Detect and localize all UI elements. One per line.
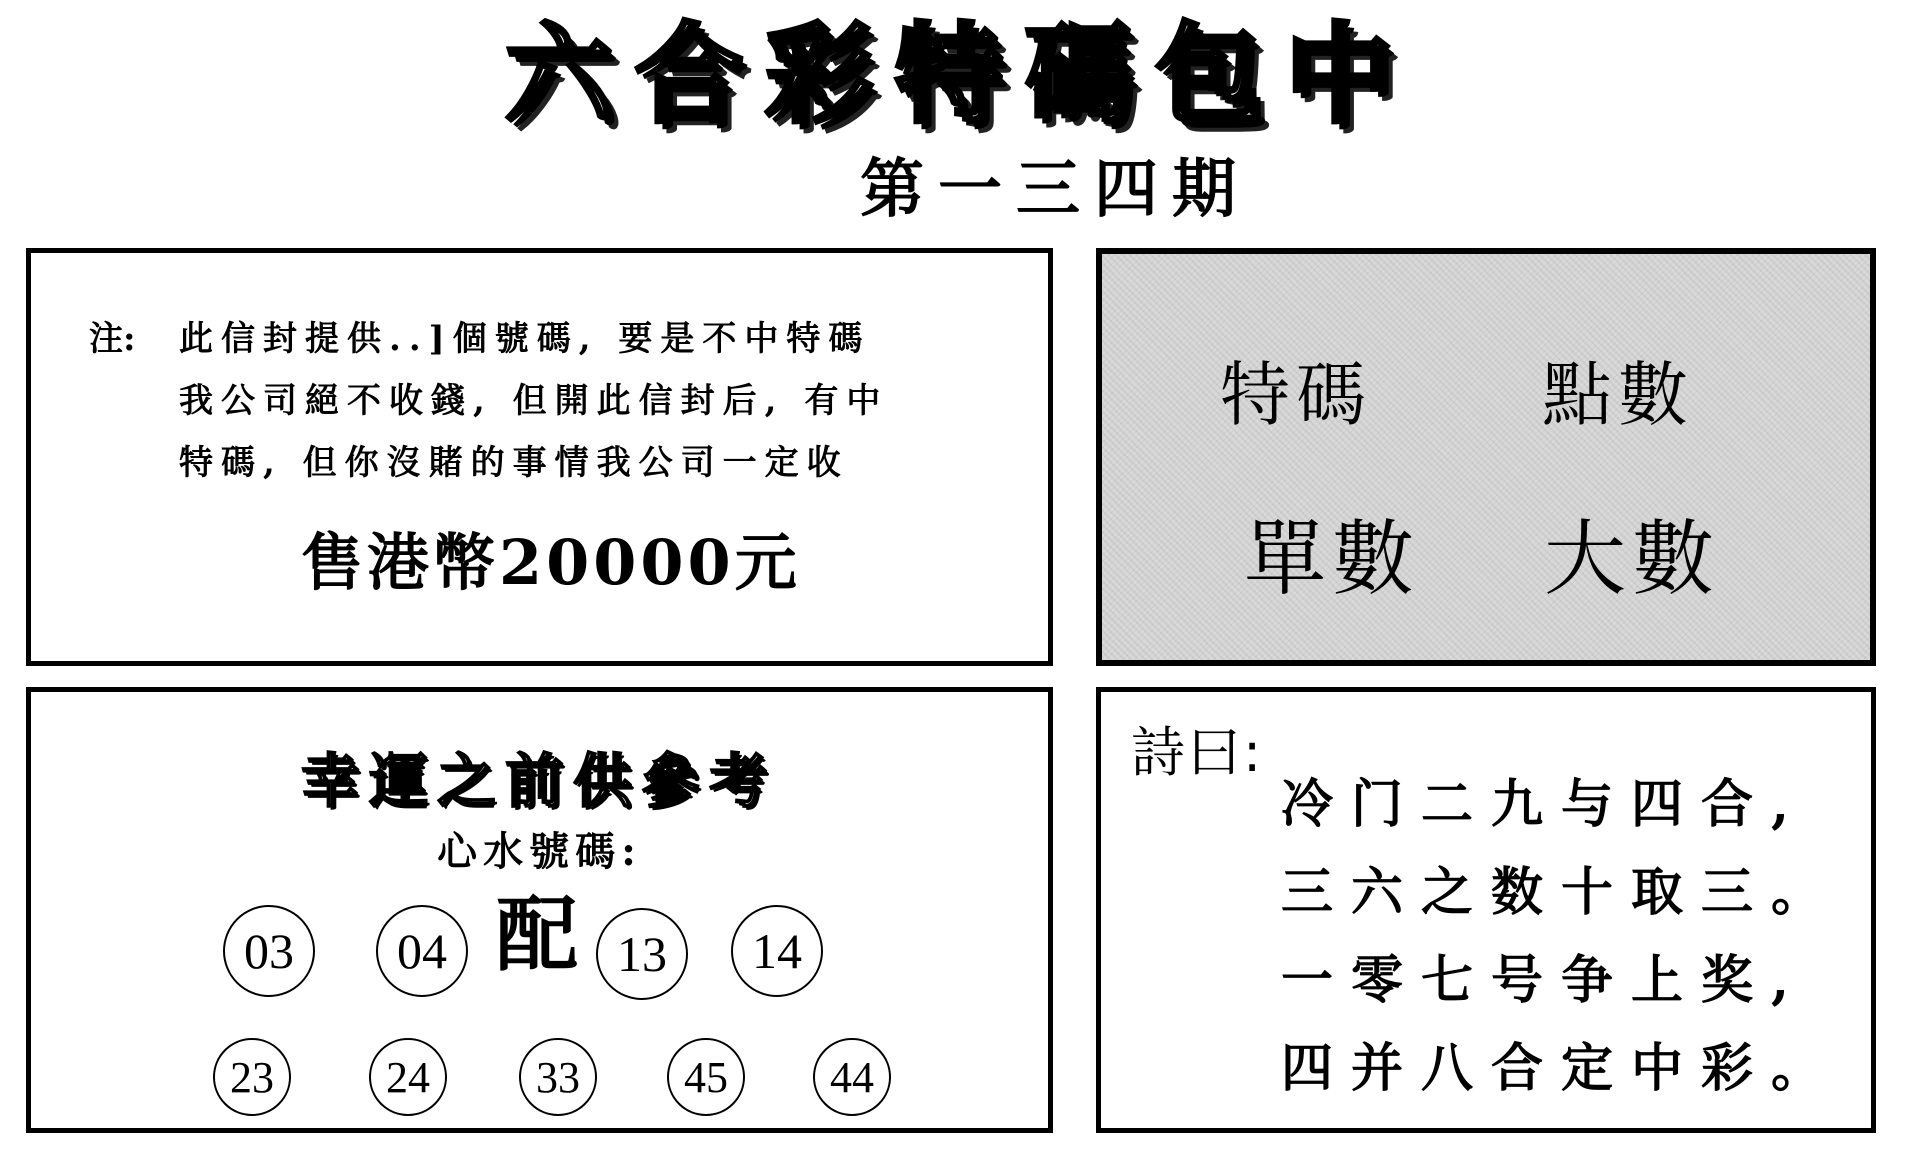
tema-label: 特碼 (1220, 354, 1372, 436)
number-ball: 04 (376, 905, 468, 997)
lucky-numbers-box (26, 687, 1053, 1133)
poem-line-3: 一零七号争上奖, (1281, 950, 1808, 1011)
number-ball: 33 (519, 1038, 597, 1116)
pair-label: 配 (496, 888, 579, 983)
number-ball: 24 (369, 1038, 447, 1116)
number-ball: 13 (596, 908, 688, 1000)
poem-label: 詩曰: (1131, 721, 1264, 784)
danshu-label: 單數 (1244, 512, 1421, 607)
number-ball: 14 (731, 905, 823, 997)
dashu-label: 大數 (1544, 512, 1721, 607)
number-ball: 44 (813, 1038, 891, 1116)
note-line-1: 此信封提供..]個號碼, 要是不中特碼 (179, 319, 871, 359)
lucky-title: 幸運之前供參考 (301, 747, 778, 815)
note-line-2: 我公司絕不收錢, 但開此信封后, 有中 (179, 381, 889, 421)
number-ball: 03 (223, 905, 315, 997)
page-title: 六合彩特碼包中 (504, 13, 1415, 138)
poem-line-4: 四并八合定中彩。 (1281, 1038, 1842, 1099)
issue-number: 第一三四期 (860, 153, 1250, 227)
poem-line-1: 冷门二九与四合, (1281, 774, 1808, 835)
poem-box (1096, 687, 1876, 1133)
dianshu-label: 點數 (1542, 354, 1694, 436)
lucky-subtitle: 心水號碼: (437, 828, 642, 875)
poem-line-2: 三六之数十取三。 (1281, 862, 1842, 923)
note-label: 注: (89, 319, 136, 359)
number-ball: 23 (213, 1038, 291, 1116)
note-line-3: 特碼, 但你沒賭的事情我公司一定收 (179, 443, 849, 483)
points-box (1096, 248, 1876, 666)
price-text: 售港幣20000元 (301, 526, 801, 599)
number-ball: 45 (667, 1038, 745, 1116)
notice-box (26, 248, 1053, 666)
